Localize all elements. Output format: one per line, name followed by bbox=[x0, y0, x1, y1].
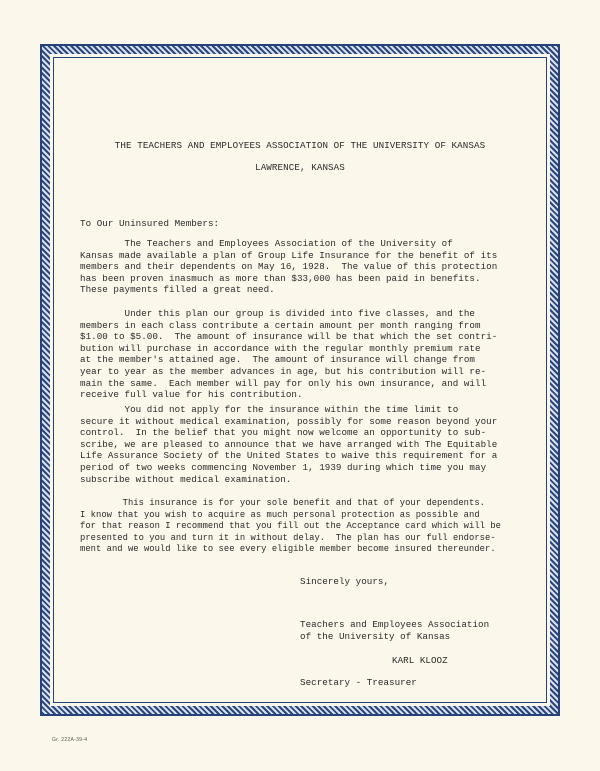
closing: Sincerely yours, bbox=[300, 576, 390, 587]
org-line-1: Teachers and Employees Association bbox=[300, 619, 490, 630]
paragraph-2: Under this plan our group is divided into five classes, and the members in each class contribute a certain amount per month ranging from $1.00 to $5.00. The amount of insurance will be that which the set contri- bution will purchase in accordance with the regular monthly premium rate at the member's attained age. The amount of insurance will change from year to year as the member advances in age, but his contribution will re- main the same. Each member will pay for only his own insurance, and will receive full value for his contribution. bbox=[80, 308, 498, 401]
signer-name: KARL KLOOZ bbox=[392, 655, 448, 666]
letter-heading: THE TEACHERS AND EMPLOYEES ASSOCIATION OF THE UNIVERSITY OF KANSAS bbox=[114, 140, 486, 151]
letter-location: LAWRENCE, KANSAS bbox=[255, 162, 345, 173]
salutation: To Our Uninsured Members: bbox=[80, 218, 220, 229]
form-code: Gr. 222A-39-4 bbox=[52, 737, 88, 743]
letter-body bbox=[80, 130, 520, 688]
paragraph-3: You did not apply for the insurance within the time limit to secure it without medical examination, possibly for some reason beyond your control. In the belief that you might now welcome an opportunity to sub- scribe, we are pleased to announce that we have arranged with The Equitable Life Assurance Society of the United States to waive this requirement for a period of two weeks commencing November 1, 1939 during which time you may subscribe without medical examination. bbox=[80, 404, 498, 485]
signer-title: Secretary - Treasurer bbox=[300, 677, 417, 688]
org-line-2: of the University of Kansas bbox=[300, 631, 451, 642]
paragraph-4: This insurance is for your sole benefit and that of your dependents. I know that you wish to acquire as much personal protection as possible and for that reason I recommend that you fill out the Acceptance card which will be presented to you and turn it in without delay. The plan has our full endorse- ment and we would like to see every eligible member become insured thereunder. bbox=[80, 498, 501, 555]
paragraph-1: The Teachers and Employees Association of the University of Kansas made available a plan of Group Life Insurance for the benefit of its members and their dependents on May 16, 1928. The value of this protection has been proven inasmuch as more than $33,000 has been paid in benefits. These payments filled a great need. bbox=[80, 238, 498, 296]
